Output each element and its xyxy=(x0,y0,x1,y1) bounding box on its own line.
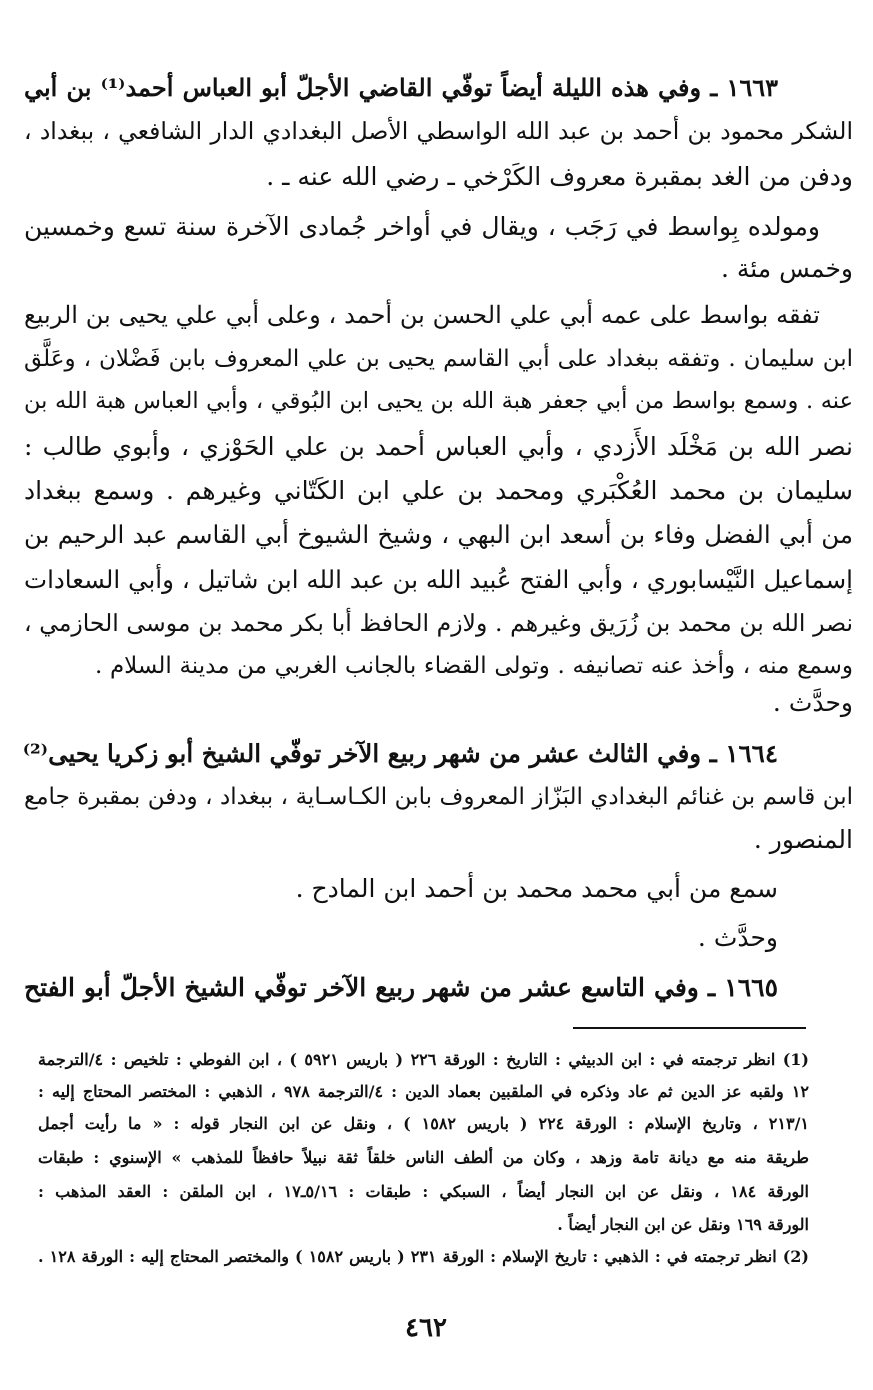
footnote-1-line: ٢١٣/١ ، وتاريخ الإسلام : الورقة ٢٢٤ ( باريس ١٥٨٢ ) ، ونقل عن ابن النجار قوله : « ما رأيت أجمل xyxy=(38,1114,810,1133)
text-line: ومولده بِواسط في رَجَب ، ويقال في أواخر جُمادى الآخرة سنة تسع وخمسين xyxy=(24,212,820,241)
text-line: إسماعيل النَّيْسابوري ، وأبي الفتح عُبيد الله بن عبد الله ابن شاتيل ، وأبي السعادات xyxy=(24,565,853,594)
text-line: سليمان بن محمد العُكْبَري ومحمد بن علي ابن الكَتّاني وغيرهم . وسمع ببغداد xyxy=(24,476,853,505)
entry-1665-heading-line: ١٦٦٥ ـ وفي التاسع عشر من شهر ربيع الآخر توفّي الشيخ الأجلّ أبو الفتح xyxy=(24,973,778,1002)
text-line: ودفن من الغد بمقبرة معروف الكَرْخي ـ رضي الله عنه ـ . xyxy=(266,162,853,191)
footnote-1-line: طريقة منه مع ديانة تامة وزهد ، وكان من ألطف الناس خلقاً ثقة نبيلاً حافظاً للمذهب » الإسنوي : طبقات xyxy=(38,1148,809,1167)
text-line: ابن قاسم بن غنائم البغدادي البَزّاز المعروف بابن الكـاسـاية ، ببغداد ، ودفن بمقبرة جامع xyxy=(24,784,853,810)
text-line: سمع من أبي محمد محمد بن أحمد ابن المادح . xyxy=(295,874,778,903)
text-line: وخمس مئة . xyxy=(720,254,853,283)
text-line: وحدَّث . xyxy=(772,688,853,717)
entry-1663-heading-line: ١٦٦٣ ـ وفي هذه الليلة أيضاً توفّي القاضي الأجلّ أبو العباس أحمد⁽¹⁾ بن أبي xyxy=(24,73,778,102)
footnote-2-line: (2) انظر ترجمته في : الذهبي : تاريخ الإسلام : الورقة ٢٣١ ( باريس ١٥٨٢ ) والمختصر المحتاج إليه : الورقة ١٢٨ . xyxy=(38,1247,809,1266)
text-line: عنه . وسمع بواسط من أبي جعفر هبة الله بن يحيى ابن البُوقي ، وأبي العباس هبة الله بن xyxy=(24,388,853,414)
footnote-1-line: ١٢ ولقبه عز الدين ثم عاد وذكره في الملقبين بعماد الدين : ٤/الترجمة ٩٧٨ ، الذهبي : المختصر المحتاج إليه : xyxy=(38,1082,810,1101)
text-line: نصر الله بن محمد بن زُرَيق وغيرهم . ولازم الحافظ أبا بكر محمد بن موسى الحازمي ، xyxy=(24,609,853,637)
footnote-1-line: الورقة ١٨٤ ، ونقل عن ابن النجار أيضاً ، السبكي : طبقات : ٥/١٦ـ١٧ ، ابن الملقن : العقد المذهب : xyxy=(38,1182,809,1201)
footnote-1-line: الورقة ١٦٩ ونقل عن ابن النجار أيضاً . xyxy=(557,1215,809,1234)
text-line: نصر الله بن مَخْلَد الأَزدي ، وأبي العباس أحمد بن علي الحَوْزي ، وأبوي طالب : xyxy=(24,432,853,461)
text-line: وحدَّث . xyxy=(697,923,778,952)
text-line: ابن سليمان . وتفقه ببغداد على أبي القاسم يحيى بن علي المعروف بابن فَضْلان ، وعَلَّق xyxy=(24,346,853,372)
page-number: ٤٦٢ xyxy=(405,1313,447,1343)
entry-1664-heading-line: ١٦٦٤ ـ وفي الثالث عشر من شهر ربيع الآخر توفّي الشيخ أبو زكريا يحيى⁽²⁾ xyxy=(22,739,778,768)
text-line: تفقه بواسط على عمه أبي علي الحسن بن أحمد ، وعلى أبي علي يحيى بن الربيع xyxy=(24,301,820,329)
text-line: الشكر محمود بن أحمد بن عبد الله الواسطي الأصل البغدادي الدار الشافعي ، ببغداد ، xyxy=(24,117,853,145)
footnote-separator xyxy=(573,1027,806,1029)
footnote-1-line: (1) انظر ترجمته في : ابن الدبيثي : التاريخ : الورقة ٢٢٦ ( باريس ٥٩٢١ ) ، ابن الفوطي : تلخيص : ٤/الترجمة xyxy=(38,1050,809,1069)
text-line: المنصور . xyxy=(753,825,853,854)
text-line: وسمع منه ، وأخذ عنه تصانيفه . وتولى القضاء بالجانب الغربي من مدينة السلام . xyxy=(95,653,853,679)
text-line: من أبي الفضل وفاء بن أسعد ابن البهي ، وشيخ الشيوخ أبي القاسم عبد الرحيم بن xyxy=(24,520,853,549)
